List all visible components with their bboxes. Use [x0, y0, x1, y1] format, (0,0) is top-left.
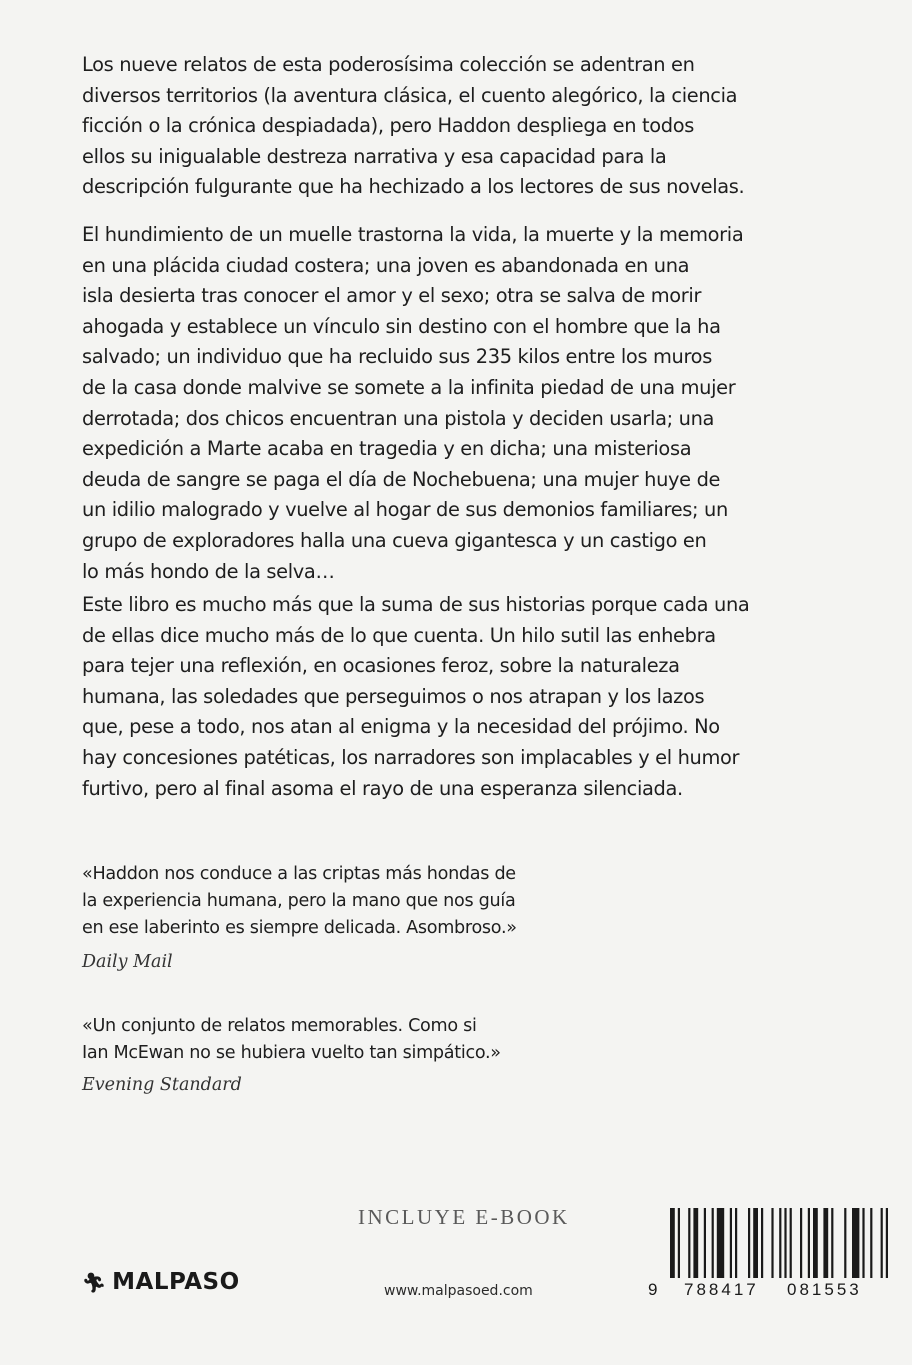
description-paragraph-2: El hundimiento de un muelle trastorna la vida, la muerte y la memoria en una plácida ciudad costera; una joven es abandonada en una isla desierta tras conocer el amor y el sexo; otra se salva de morir ahogada y establece un vínculo sin destino con el hombre que la ha salvado; un individuo que ha recluido sus 235 kilos entre los muros de la casa donde malvive se somete a la infinita piedad de una mujer derrotada; dos chicos encuentran una pistola y deciden usarla; una expedición a Marte acaba en tragedia y en dicha; una misteriosa deuda de sangre se paga el día de Nochebuena; una mujer huye de un idilio malogrado y vuelve al hogar de sus demonios familiares; un grupo de exploradores halla una cueva gigantesca y un castigo en lo más hondo de la selva…: [82, 223, 744, 583]
barcode-bar-10: [753, 1208, 758, 1278]
barcode-bar-26: [886, 1208, 888, 1278]
barcode-bar-22: [852, 1208, 859, 1278]
barcode-bar-7: [730, 1208, 732, 1278]
isbn-digit-prefix: 9: [648, 1280, 658, 1299]
review-quote-1: «Haddon nos conduce a las criptas más hondas de la experiencia humana, pero la mano que nos guía en ese laberinto es siempre delicada. Asombroso.»: [82, 864, 517, 938]
barcode-bar-4: [704, 1208, 706, 1278]
publisher-website: www.malpasoed.com: [384, 1283, 533, 1299]
isbn-digit-group-1: 788417: [684, 1280, 759, 1299]
barcode-bar-15: [790, 1208, 792, 1278]
barcode-bar-24: [870, 1208, 872, 1278]
publisher-logo: [82, 1269, 240, 1295]
barcode-bar-25: [881, 1208, 883, 1278]
barcode-bar-3: [693, 1208, 698, 1278]
barcode-bar-2: [688, 1208, 690, 1278]
barcode-bar-0: [670, 1208, 675, 1278]
barcode-bar-9: [748, 1208, 750, 1278]
publisher-logo-text: MALPASO: [112, 1269, 240, 1295]
barcode-bar-14: [784, 1208, 786, 1278]
review-source-1: Daily Mail: [82, 952, 173, 972]
description-paragraph-1: Los nueve relatos de esta poderosísima colección se adentran en diversos territorios (la aventura clásica, el cuento alegórico, la ciencia ficción o la crónica despiadada), pero Haddon despliega en todos ellos su inigualable destreza narrativa y esa capacidad para la descripción fulgurante que ha hechizado a los lectores de sus novelas.: [82, 53, 745, 199]
barcode-bar-1: [678, 1208, 680, 1278]
barcode-bar-6: [717, 1208, 724, 1278]
review-quote-2: «Un conjunto de relatos memorables. Como si Ian McEwan no se hubiera vuelto tan simpático.»: [82, 1016, 501, 1063]
barcode-bar-11: [761, 1208, 763, 1278]
barcode-bar-16: [800, 1208, 802, 1278]
barcode-bar-17: [808, 1208, 810, 1278]
barcode-bar-20: [831, 1208, 833, 1278]
barcode-bar-19: [823, 1208, 828, 1278]
barcode-bar-12: [771, 1208, 773, 1278]
ean13-barcode-icon: [662, 1206, 890, 1284]
barcode-bar-13: [779, 1208, 781, 1278]
barcode-bar-18: [813, 1208, 818, 1278]
barcode-bar-21: [844, 1208, 846, 1278]
isbn-digit-group-2: 081553: [787, 1280, 862, 1299]
barcode: [648, 1206, 890, 1306]
barcode-bar-23: [862, 1208, 864, 1278]
ebook-label: INCLUYE E-BOOK: [358, 1205, 570, 1229]
barcode-bar-8: [735, 1208, 737, 1278]
running-figure-icon: 🏃︎: [82, 1271, 107, 1294]
barcode-bar-5: [712, 1208, 714, 1278]
description-paragraph-3: Este libro es mucho más que la suma de sus historias porque cada una de ellas dice mucho más de lo que cuenta. Un hilo sutil las enhebra para tejer una reflexión, en ocasiones feroz, sobre la naturaleza humana, las soledades que perseguimos o nos atrapan y los lazos que, pese a todo, nos atan al enigma y la necesidad del prójimo. No hay concesiones patéticas, los narradores son implacables y el humor furtivo, pero al final asoma el rayo de una esperanza silenciada.: [82, 593, 750, 800]
review-source-2: Evening Standard: [82, 1075, 242, 1095]
